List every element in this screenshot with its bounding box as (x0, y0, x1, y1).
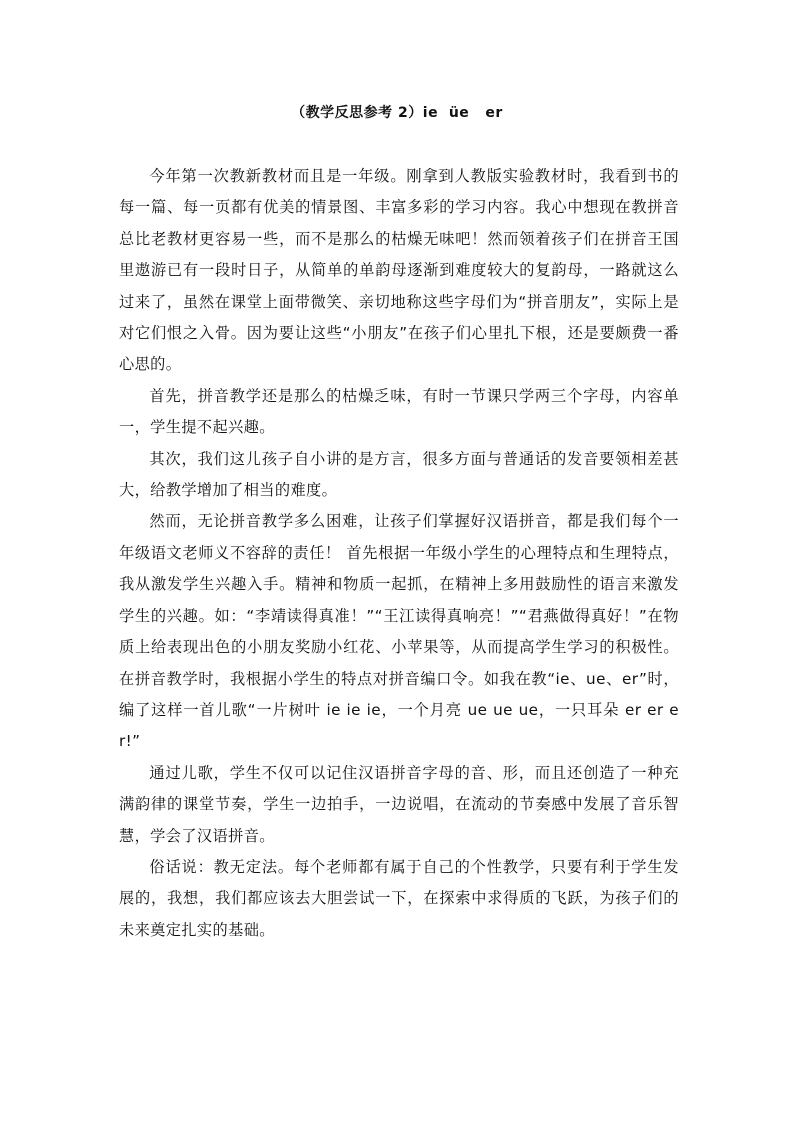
document-title: （教学反思参考 2）ie üe er (291, 105, 503, 121)
paragraph-1: 今年第一次教新教材而且是一年级。刚拿到人教版实验教材时，我看到书的每一篇、每一页都有优美的情景图、丰富多彩的学习内容。我心中想现在教拼音总比老教材更容易一些，而不是那么的枯燥无味吧！然而领着孩子们在拼音王国里遨游已有一段时日子，从简单的单韵母逐渐到难度较大的复韵母，一路就这么过来了，虽然在课堂上面带微笑、亲切地称这些字母们为“拼音朋友”，实际上是对它们恨之入骨。因为要让这些“小朋友”在孩子们心里扎下根，还是要颇费一番心思的。 (119, 167, 679, 374)
paragraph-5: 通过儿歌，学生不仅可以记住汉语拼音字母的音、形，而且还创造了一种充满韵律的课堂节奏，学生一边拍手，一边说唱，在流动的节奏感中发展了音乐智慧，学会了汉语拼音。 (119, 763, 679, 845)
paragraph-2: 首先，拼音教学还是那么的枯燥乏味，有时一节课只学两三个字母，内容单一，学生提不起兴趣。 (119, 386, 679, 437)
paragraph-6: 俗话说：教无定法。每个老师都有属于自己的个性教学，只要有利于学生发展的，我想，我们都应该去大胆尝试一下，在探索中求得质的飞跃，为孩子们的未来奠定扎实的基础。 (119, 857, 679, 939)
paragraph-4: 然而，无论拼音教学多么困难，让孩子们掌握好汉语拼音，都是我们每个一年级语文老师义不容辞的责任！ 首先根据一年级小学生的心理特点和生理特点，我从激发学生兴趣入手。精神和物质一起抓，在精神上多用鼓励性的语言来激发学生的兴趣。如：“李靖读得真准！”“王江读得真响亮！”“君燕做得真好！”在物质上给表现出色的小朋友奖励小红花、小苹果等，从而提高学生学习的积极性。在拼音教学时，我根据小学生的特点对拼音编口令。如我在教“ie、ue、er”时，编了这样一首儿歌“一片树叶 ie ie ie，一个月亮 ue ue ue，一只耳朵 er er er!” (119, 512, 679, 751)
document-body (119, 161, 679, 946)
paragraph-3: 其次，我们这儿孩子自小讲的是方言，很多方面与普通话的发音要领相差甚大，给教学增加了相当的难度。 (119, 449, 679, 500)
